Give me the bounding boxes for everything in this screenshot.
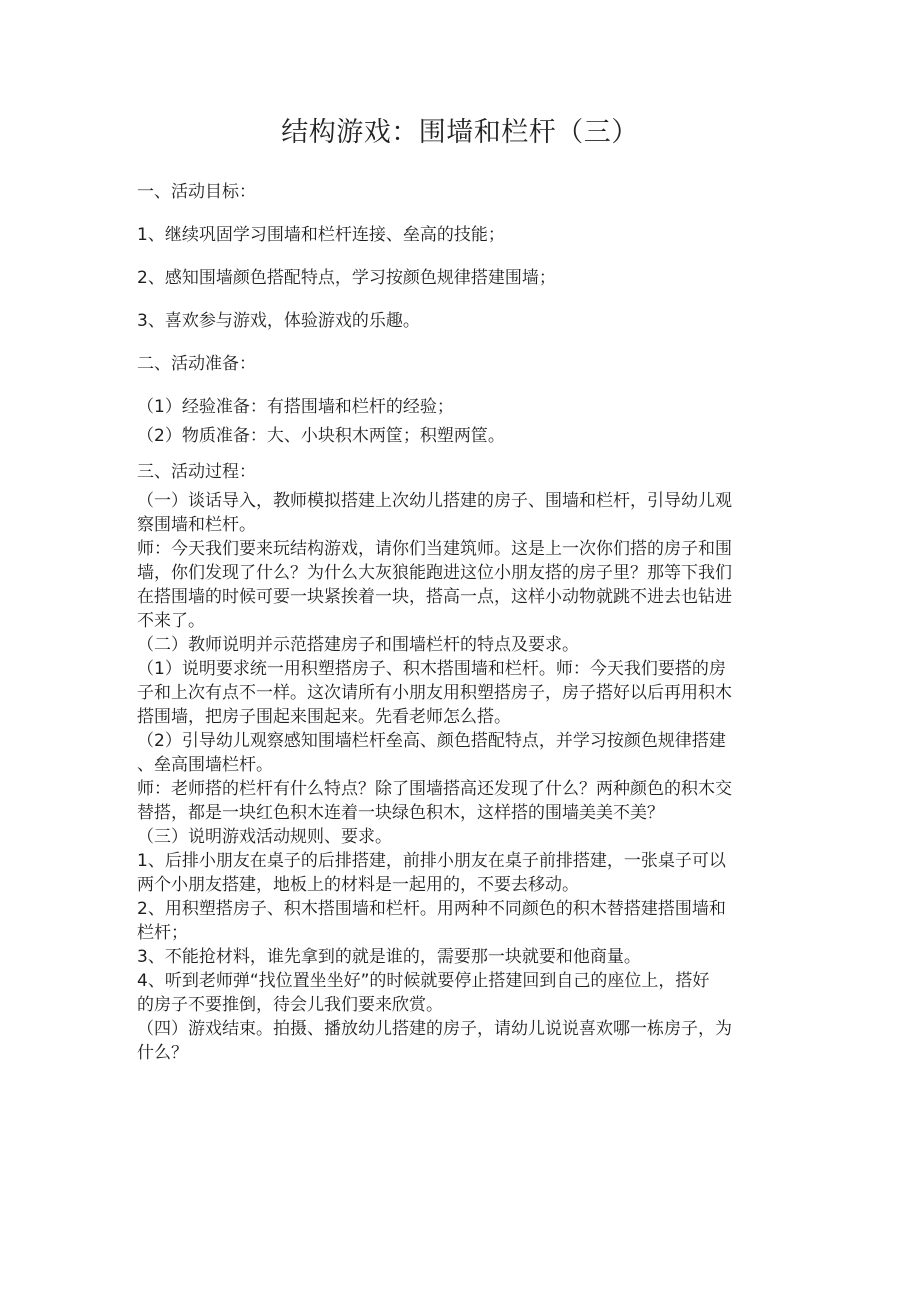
process-line: 替搭，都是一块红色积木连着一块绿色积木，这样搭的围墙美美不美？ <box>137 803 664 823</box>
section-heading-prep: 二、活动准备： <box>137 354 256 374</box>
goal-item-3: 3、喜欢参与游戏，体验游戏的乐趣。 <box>137 311 420 331</box>
section-heading-process: 三、活动过程： <box>137 462 256 482</box>
process-line: 不来了。 <box>137 611 205 631</box>
section-heading-goals: 一、活动目标： <box>137 182 256 202</box>
prep-item-1: （1）经验准备：有搭围墙和栏杆的经验； <box>137 397 454 417</box>
process-line: 栏杆； <box>137 923 188 943</box>
process-line: （一）谈话导入，教师模拟搭建上次幼儿搭建的房子、围墙和栏杆，引导幼儿观 <box>137 491 732 511</box>
process-line: 4、听到老师弹“找位置坐坐好”的时候就要停止搭建回到自己的座位上，搭好 <box>137 971 710 991</box>
page-title: 结构游戏：围墙和栏杆（三） <box>281 117 639 148</box>
process-line: （2）引导幼儿观察感知围墙栏杆垒高、颜色搭配特点，并学习按颜色规律搭建 <box>137 731 726 751</box>
process-body <box>137 489 789 1065</box>
process-line: 师：老师搭的栏杆有什么特点？除了围墙搭高还发现了什么？两种颜色的积木交 <box>137 779 732 799</box>
goal-item-2: 2、感知围墙颜色搭配特点，学习按颜色规律搭建围墙； <box>137 268 556 288</box>
process-line: （四）游戏结束。拍摄、播放幼儿搭建的房子，请幼儿说说喜欢哪一栋房子，为 <box>137 1019 732 1039</box>
process-line: （二）教师说明并示范搭建房子和围墙栏杆的特点及要求。 <box>137 635 579 655</box>
process-line: 搭围墙，把房子围起来围起来。先看老师怎么搭。 <box>137 707 511 727</box>
process-line: 的房子不要推倒，待会儿我们要来欣赏。 <box>137 995 443 1015</box>
process-line: （1）说明要求统一用积塑搭房子、积木搭围墙和栏杆。师：今天我们要搭的房 <box>137 659 726 679</box>
process-line: 在搭围墙的时候可要一块紧挨着一块，搭高一点，这样小动物就跳不进去也钻进 <box>137 587 732 607</box>
prep-item-2: （2）物质准备：大、小块积木两筐；积塑两筐。 <box>137 426 505 446</box>
goal-item-1: 1、继续巩固学习围墙和栏杆连接、垒高的技能； <box>137 225 505 245</box>
process-line: 墙，你们发现了什么？为什么大灰狼能跑进这位小朋友搭的房子里？那等下我们 <box>137 563 732 583</box>
process-line: （三）说明游戏活动规则、要求。 <box>137 827 392 847</box>
process-line: 2、用积塑搭房子、积木搭围墙和栏杆。用两种不同颜色的积木替搭建搭围墙和 <box>137 899 726 919</box>
process-line: 两个小朋友搭建，地板上的材料是一起用的，不要去移动。 <box>137 875 579 895</box>
process-line: 什么？ <box>137 1043 188 1063</box>
process-line: 1、后排小朋友在桌子的后排搭建，前排小朋友在桌子前排搭建，一张桌子可以 <box>137 851 726 871</box>
process-line: 师：今天我们要来玩结构游戏，请你们当建筑师。这是上一次你们搭的房子和围 <box>137 539 732 559</box>
process-line: 3、不能抢材料，谁先拿到的就是谁的，需要那一块就要和他商量。 <box>137 947 641 967</box>
process-line: 察围墙和栏杆。 <box>137 515 256 535</box>
process-line: 、垒高围墙栏杆。 <box>137 755 273 775</box>
process-line: 子和上次有点不一样。这次请所有小朋友用积塑搭房子，房子搭好以后再用积木 <box>137 683 732 703</box>
